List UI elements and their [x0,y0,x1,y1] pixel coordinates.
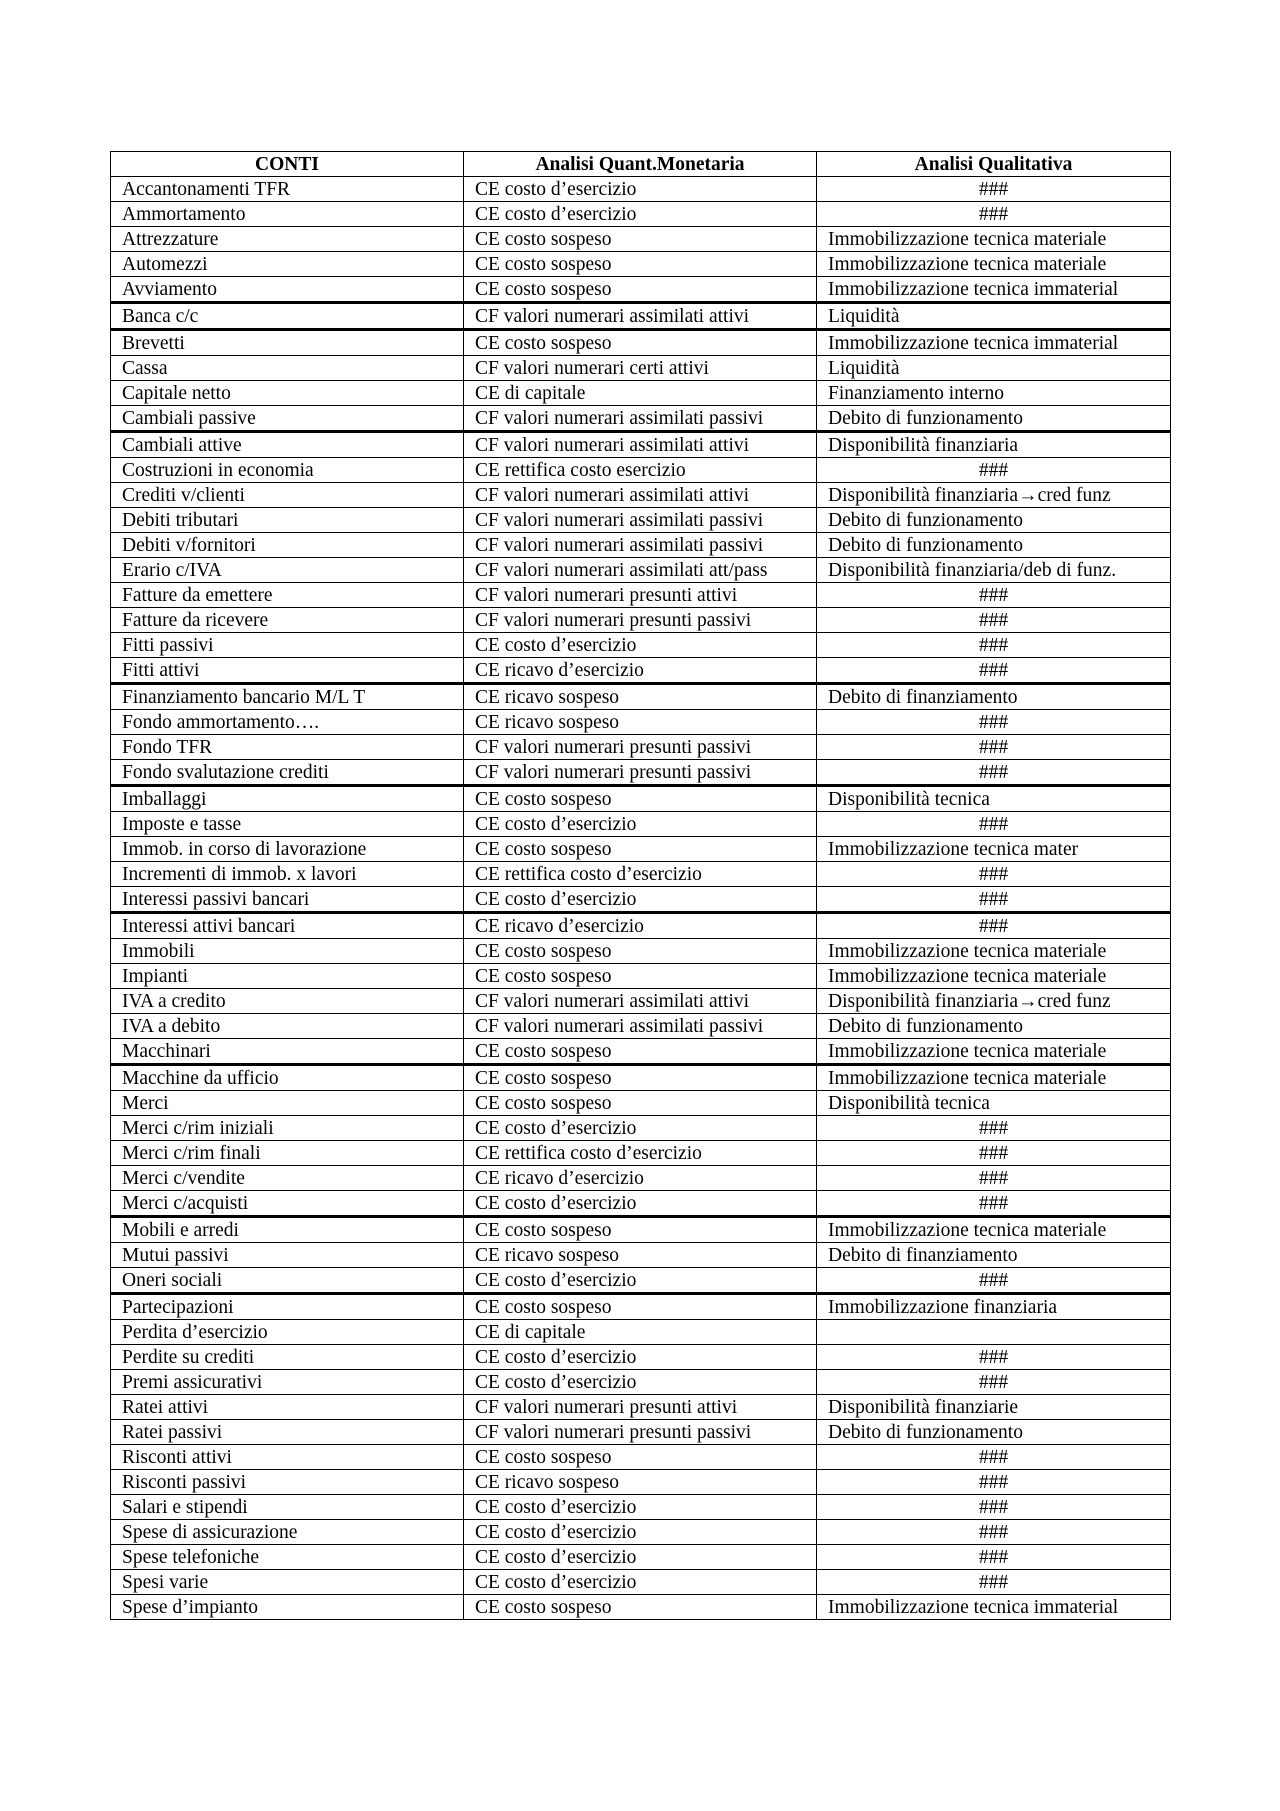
cell-analisi-quant-monetaria: CF valori numerari assimilati passivi [464,533,817,558]
cell-analisi-qualitativa: Debito di funzionamento [817,508,1171,533]
cell-analisi-quant-monetaria: CE costo d’esercizio [464,177,817,202]
cell-analisi-quant-monetaria: CE costo sospeso [464,1445,817,1470]
cell-analisi-quant-monetaria: CE costo sospeso [464,1039,817,1065]
cell-analisi-quant-monetaria: CE costo sospeso [464,330,817,356]
cell-analisi-qualitativa: ### [817,735,1171,760]
table-row [111,583,1171,608]
cell-analisi-qualitativa: Immobilizzazione tecnica immaterial [817,277,1171,303]
table-row [111,1039,1171,1065]
table-row [111,710,1171,735]
cell-conto: Ammortamento [111,202,464,227]
cell-conto: Capitale netto [111,381,464,406]
cell-conto: Incrementi di immob. x lavori [111,862,464,887]
table-row [111,1294,1171,1320]
table-row [111,887,1171,913]
cell-analisi-quant-monetaria: CE costo sospeso [464,227,817,252]
cell-analisi-quant-monetaria: CE ricavo sospeso [464,1243,817,1268]
document-page [110,151,1170,1620]
table-row [111,837,1171,862]
table-row [111,1545,1171,1570]
cell-conto: Macchine da ufficio [111,1065,464,1091]
cell-analisi-quant-monetaria: CE costo sospeso [464,1595,817,1620]
table-row [111,1420,1171,1445]
cell-analisi-quant-monetaria: CE rettifica costo esercizio [464,458,817,483]
cell-conto: Immob. in corso di lavorazione [111,837,464,862]
cell-analisi-quant-monetaria: CF valori numerari presunti attivi [464,1395,817,1420]
cell-conto: Fondo svalutazione crediti [111,760,464,786]
cell-analisi-quant-monetaria: CE costo d’esercizio [464,1345,817,1370]
table-row [111,1320,1171,1345]
table-row [111,786,1171,812]
table-row [111,458,1171,483]
cell-analisi-qualitativa: ### [817,658,1171,684]
cell-conto: Debiti tributari [111,508,464,533]
table-row [111,252,1171,277]
cell-conto: Merci c/rim finali [111,1141,464,1166]
cell-analisi-quant-monetaria: CE costo sospeso [464,786,817,812]
table-row [111,1141,1171,1166]
table-row [111,303,1171,330]
cell-conto: Erario c/IVA [111,558,464,583]
cell-conto: Perdita d’esercizio [111,1320,464,1345]
cell-conto: Cambiali attive [111,432,464,458]
table-row [111,1570,1171,1595]
cell-analisi-qualitativa: ### [817,1495,1171,1520]
table-row [111,1217,1171,1243]
cell-analisi-qualitativa: ### [817,633,1171,658]
cell-analisi-qualitativa: ### [817,812,1171,837]
cell-conto: Premi assicurativi [111,1370,464,1395]
cell-conto: Attrezzature [111,227,464,252]
cell-conto: Ratei attivi [111,1395,464,1420]
cell-analisi-quant-monetaria: CE costo d’esercizio [464,1116,817,1141]
table-row [111,406,1171,432]
cell-analisi-qualitativa: ### [817,458,1171,483]
table-row [111,1191,1171,1217]
cell-analisi-quant-monetaria: CE costo d’esercizio [464,1495,817,1520]
table-row [111,1470,1171,1495]
cell-analisi-qualitativa: ### [817,1345,1171,1370]
table-row [111,812,1171,837]
cell-analisi-qualitativa: ### [817,1141,1171,1166]
cell-analisi-quant-monetaria: CF valori numerari presunti passivi [464,608,817,633]
cell-analisi-qualitativa: ### [817,1116,1171,1141]
cell-analisi-qualitativa: Disponibilità tecnica [817,1091,1171,1116]
table-row [111,381,1171,406]
table-row [111,558,1171,583]
cell-conto: Automezzi [111,252,464,277]
cell-analisi-quant-monetaria: CE costo d’esercizio [464,1570,817,1595]
cell-conto: Finanziamento bancario M/L T [111,684,464,710]
table-row [111,1520,1171,1545]
cell-analisi-qualitativa: ### [817,760,1171,786]
table-row [111,1595,1171,1620]
cell-analisi-quant-monetaria: CE ricavo sospeso [464,684,817,710]
cell-analisi-qualitativa: ### [817,1520,1171,1545]
cell-analisi-quant-monetaria: CE costo d’esercizio [464,1268,817,1294]
cell-conto: Costruzioni in economia [111,458,464,483]
cell-analisi-quant-monetaria: CE ricavo d’esercizio [464,913,817,939]
table-row [111,658,1171,684]
table-row [111,483,1171,508]
table-row [111,1495,1171,1520]
table-row [111,1243,1171,1268]
table-row [111,989,1171,1014]
cell-analisi-quant-monetaria: CE ricavo sospeso [464,710,817,735]
cell-analisi-qualitativa: ### [817,913,1171,939]
cell-conto: Interessi passivi bancari [111,887,464,913]
table-row [111,1116,1171,1141]
cell-analisi-qualitativa [817,1320,1171,1345]
cell-analisi-qualitativa: Immobilizzazione tecnica immaterial [817,330,1171,356]
cell-analisi-qualitativa: ### [817,1470,1171,1495]
cell-conto: Cambiali passive [111,406,464,432]
header-row [111,152,1171,177]
cell-conto: Accantonamenti TFR [111,177,464,202]
cell-analisi-qualitativa: Immobilizzazione tecnica immaterial [817,1595,1171,1620]
cell-conto: Fatture da emettere [111,583,464,608]
table-row [111,1445,1171,1470]
table-body [111,177,1171,1620]
table-row [111,1014,1171,1039]
cell-analisi-quant-monetaria: CE costo d’esercizio [464,1191,817,1217]
cell-conto: Fondo TFR [111,735,464,760]
table-row [111,964,1171,989]
cell-analisi-qualitativa: ### [817,1166,1171,1191]
table-row [111,1395,1171,1420]
table-row [111,356,1171,381]
cell-analisi-qualitativa: ### [817,710,1171,735]
table-row [111,913,1171,939]
cell-analisi-qualitativa: ### [817,1445,1171,1470]
cell-conto: Salari e stipendi [111,1495,464,1520]
cell-conto: Interessi attivi bancari [111,913,464,939]
cell-conto: Avviamento [111,277,464,303]
table-row [111,1370,1171,1395]
table-row [111,1166,1171,1191]
cell-analisi-qualitativa: Immobilizzazione tecnica materiale [817,1217,1171,1243]
cell-analisi-quant-monetaria: CE costo sospeso [464,1217,817,1243]
cell-analisi-qualitativa: ### [817,862,1171,887]
cell-conto: Macchinari [111,1039,464,1065]
cell-analisi-qualitativa: ### [817,177,1171,202]
cell-analisi-qualitativa: ### [817,202,1171,227]
table-row [111,533,1171,558]
cell-analisi-qualitativa: Disponibilità tecnica [817,786,1171,812]
cell-analisi-quant-monetaria: CE costo sospeso [464,1065,817,1091]
table-row [111,939,1171,964]
cell-analisi-quant-monetaria: CF valori numerari assimilati attivi [464,432,817,458]
cell-analisi-quant-monetaria: CF valori numerari assimilati attivi [464,989,817,1014]
cell-conto: Banca c/c [111,303,464,330]
cell-analisi-qualitativa: Disponibilità finanziaria→cred funz [817,989,1171,1014]
table-row [111,432,1171,458]
table-row [111,227,1171,252]
cell-analisi-quant-monetaria: CE costo d’esercizio [464,1370,817,1395]
cell-conto: Debiti v/fornitori [111,533,464,558]
cell-analisi-quant-monetaria: CE costo d’esercizio [464,887,817,913]
cell-conto: Fitti attivi [111,658,464,684]
table-row [111,508,1171,533]
cell-analisi-qualitativa: ### [817,608,1171,633]
cell-analisi-quant-monetaria: CE costo sospeso [464,1294,817,1320]
table-row [111,277,1171,303]
cell-conto: Crediti v/clienti [111,483,464,508]
cell-analisi-quant-monetaria: CF valori numerari assimilati att/pass [464,558,817,583]
cell-conto: Fitti passivi [111,633,464,658]
cell-analisi-quant-monetaria: CE costo sospeso [464,964,817,989]
cell-conto: Spesi varie [111,1570,464,1595]
cell-conto: Immobili [111,939,464,964]
cell-analisi-qualitativa: Debito di funzionamento [817,1420,1171,1445]
cell-analisi-quant-monetaria: CE costo sospeso [464,1091,817,1116]
header-analisi-qualitativa: Analisi Qualitativa [817,152,1171,177]
cell-analisi-qualitativa: Finanziamento interno [817,381,1171,406]
cell-conto: Perdite su crediti [111,1345,464,1370]
cell-analisi-quant-monetaria: CF valori numerari assimilati passivi [464,508,817,533]
cell-analisi-qualitativa: ### [817,1545,1171,1570]
cell-analisi-quant-monetaria: CE ricavo sospeso [464,1470,817,1495]
cell-analisi-qualitativa: Debito di finanziamento [817,1243,1171,1268]
cell-conto: Mutui passivi [111,1243,464,1268]
table-row [111,633,1171,658]
table-header [111,152,1171,177]
cell-analisi-quant-monetaria: CE rettifica costo d’esercizio [464,1141,817,1166]
cell-analisi-quant-monetaria: CF valori numerari assimilati passivi [464,1014,817,1039]
cell-conto: Fondo ammortamento…. [111,710,464,735]
cell-conto: Oneri sociali [111,1268,464,1294]
cell-analisi-qualitativa: ### [817,1570,1171,1595]
cell-conto: Impianti [111,964,464,989]
cell-conto: Ratei passivi [111,1420,464,1445]
cell-analisi-quant-monetaria: CF valori numerari assimilati attivi [464,483,817,508]
cell-analisi-qualitativa: Immobilizzazione tecnica materiale [817,1039,1171,1065]
cell-analisi-qualitativa: Disponibilità finanziaria [817,432,1171,458]
cell-analisi-qualitativa: Immobilizzazione tecnica materiale [817,252,1171,277]
table-row [111,862,1171,887]
cell-conto: Merci c/acquisti [111,1191,464,1217]
cell-analisi-qualitativa: Disponibilità finanziarie [817,1395,1171,1420]
cell-conto: Imposte e tasse [111,812,464,837]
cell-analisi-qualitativa: ### [817,1268,1171,1294]
cell-analisi-quant-monetaria: CF valori numerari assimilati attivi [464,303,817,330]
cell-analisi-quant-monetaria: CE costo sospeso [464,277,817,303]
cell-conto: Spese telefoniche [111,1545,464,1570]
cell-analisi-quant-monetaria: CE costo sospeso [464,837,817,862]
cell-analisi-quant-monetaria: CE rettifica costo d’esercizio [464,862,817,887]
cell-analisi-qualitativa: Debito di funzionamento [817,406,1171,432]
cell-conto: Spese d’impianto [111,1595,464,1620]
cell-conto: Cassa [111,356,464,381]
cell-analisi-qualitativa: Immobilizzazione tecnica materiale [817,1065,1171,1091]
cell-analisi-quant-monetaria: CE ricavo d’esercizio [464,658,817,684]
table-row [111,177,1171,202]
cell-analisi-quant-monetaria: CE costo d’esercizio [464,633,817,658]
cell-analisi-qualitativa: Immobilizzazione tecnica materiale [817,227,1171,252]
table-row [111,735,1171,760]
cell-analisi-quant-monetaria: CF valori numerari assimilati passivi [464,406,817,432]
table-row [111,1268,1171,1294]
cell-analisi-qualitativa: ### [817,1191,1171,1217]
cell-conto: Partecipazioni [111,1294,464,1320]
cell-conto: Mobili e arredi [111,1217,464,1243]
table-row [111,1065,1171,1091]
cell-analisi-quant-monetaria: CF valori numerari certi attivi [464,356,817,381]
cell-analisi-quant-monetaria: CE di capitale [464,381,817,406]
cell-conto: Merci c/vendite [111,1166,464,1191]
cell-conto: Imballaggi [111,786,464,812]
table-row [111,1345,1171,1370]
cell-analisi-quant-monetaria: CF valori numerari presunti passivi [464,735,817,760]
cell-analisi-qualitativa: Liquidità [817,303,1171,330]
cell-analisi-qualitativa: Immobilizzazione finanziaria [817,1294,1171,1320]
cell-analisi-quant-monetaria: CE ricavo d’esercizio [464,1166,817,1191]
cell-analisi-quant-monetaria: CE costo d’esercizio [464,202,817,227]
cell-conto: Fatture da ricevere [111,608,464,633]
cell-analisi-quant-monetaria: CF valori numerari presunti passivi [464,1420,817,1445]
table-row [111,202,1171,227]
cell-analisi-qualitativa: Disponibilità finanziaria→cred funz [817,483,1171,508]
cell-analisi-quant-monetaria: CE costo d’esercizio [464,1520,817,1545]
cell-analisi-quant-monetaria: CE costo d’esercizio [464,812,817,837]
table-row [111,760,1171,786]
cell-analisi-qualitativa: Debito di funzionamento [817,533,1171,558]
cell-conto: Merci c/rim iniziali [111,1116,464,1141]
cell-analisi-quant-monetaria: CF valori numerari presunti passivi [464,760,817,786]
cell-conto: IVA a credito [111,989,464,1014]
cell-analisi-quant-monetaria: CE costo d’esercizio [464,1545,817,1570]
cell-analisi-qualitativa: Debito di finanziamento [817,684,1171,710]
cell-analisi-qualitativa: Immobilizzazione tecnica materiale [817,939,1171,964]
header-conti: CONTI [111,152,464,177]
cell-analisi-quant-monetaria: CE costo sospeso [464,252,817,277]
accounts-table [110,151,1171,1620]
table-row [111,1091,1171,1116]
cell-analisi-qualitativa: Immobilizzazione tecnica mater [817,837,1171,862]
table-row [111,684,1171,710]
cell-analisi-qualitativa: Immobilizzazione tecnica materiale [817,964,1171,989]
cell-conto: Merci [111,1091,464,1116]
cell-analisi-quant-monetaria: CE di capitale [464,1320,817,1345]
cell-analisi-qualitativa: Liquidità [817,356,1171,381]
cell-analisi-qualitativa: ### [817,887,1171,913]
cell-conto: Spese di assicurazione [111,1520,464,1545]
table-row [111,608,1171,633]
cell-analisi-quant-monetaria: CE costo sospeso [464,939,817,964]
cell-conto: Risconti attivi [111,1445,464,1470]
cell-analisi-qualitativa: ### [817,1370,1171,1395]
header-analisi-quant-monetaria: Analisi Quant.Monetaria [464,152,817,177]
table-row [111,330,1171,356]
cell-analisi-qualitativa: Disponibilità finanziaria/deb di funz. [817,558,1171,583]
cell-conto: Risconti passivi [111,1470,464,1495]
cell-analisi-qualitativa: ### [817,583,1171,608]
cell-analisi-quant-monetaria: CF valori numerari presunti attivi [464,583,817,608]
cell-conto: Brevetti [111,330,464,356]
cell-conto: IVA a debito [111,1014,464,1039]
cell-analisi-qualitativa: Debito di funzionamento [817,1014,1171,1039]
